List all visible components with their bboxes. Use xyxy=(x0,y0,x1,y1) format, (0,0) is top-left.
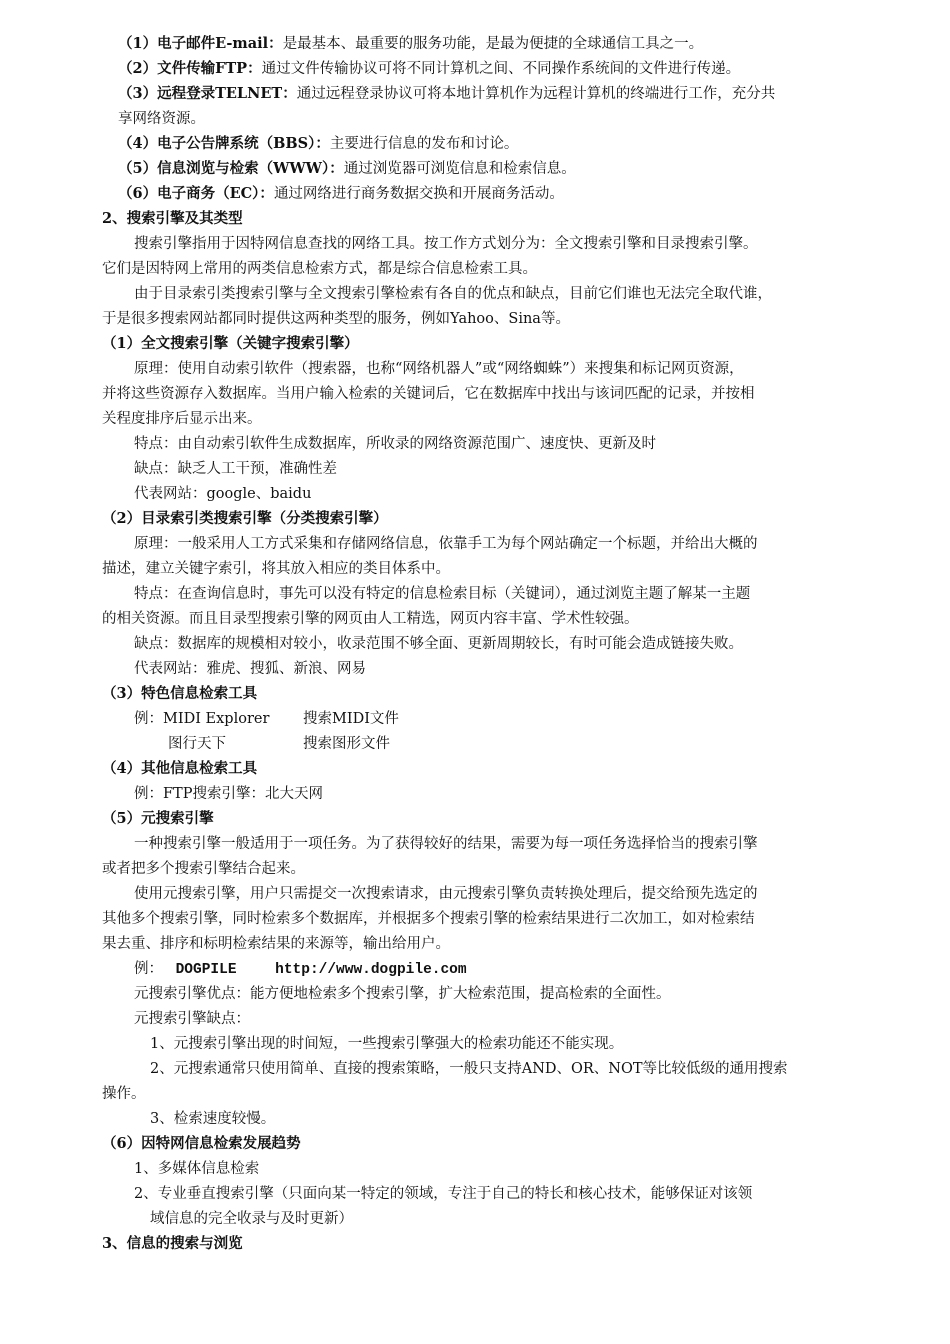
s6-title: （6）因特网信息检索发展趋势 xyxy=(102,1135,301,1152)
s3-example-2-name: 图行天下 xyxy=(168,736,226,752)
intro1-line1: 搜索引擎指用于因特网信息查找的网络工具。按工作方式划分为：全文搜索引擎和目录搜索引擎。 xyxy=(134,236,758,252)
s5-p2-2: 其他多个搜索引擎，同时检索多个数据库，并根据多个搜索引擎的检索结果进行二次加工，如对检索结 xyxy=(102,911,755,927)
s6-item-2-cont: 域信息的完全收录与及时更新） xyxy=(150,1211,353,1227)
intro1-line2: 它们是因特网上常用的两类信息检索方式，都是综合信息检索工具。 xyxy=(102,261,537,277)
s1-principle-3: 关程度排序后显示出来。 xyxy=(102,411,262,427)
s1-feature: 特点：由自动索引软件生成数据库，所收录的网络资源范围广、速度快、更新及时 xyxy=(134,436,656,452)
s3-example-2-desc: 搜索图形文件 xyxy=(303,736,390,752)
s1-principle-1: 原理：使用自动索引软件（搜索器，也称“网络机器人”或“网络蜘蛛”）来搜集和标记网页资源， xyxy=(134,361,744,377)
service-ftp: （2）文件传输FTP：通过文件传输协议可将不同计算机之间、不同操作系统间的文件进行传递。 xyxy=(118,60,741,77)
section3-title: 3、信息的搜索与浏览 xyxy=(102,1235,243,1252)
s1-principle-2: 并将这些资源存入数据库。当用户输入检索的关键词后，它在数据库中找出与该词匹配的记录，并按相 xyxy=(102,386,755,402)
s2-principle-1: 原理：一般采用人工方式采集和存储网络信息，依靠手工为每个网站确定一个标题，并给出大概的 xyxy=(134,536,758,552)
s5-example-url: http://www.dogpile.com xyxy=(275,962,467,978)
s5-p2-3: 果去重、排序和标明检索结果的来源等，输出给用户。 xyxy=(102,936,450,952)
s1-drawback: 缺点：缺乏人工干预，准确性差 xyxy=(134,461,337,477)
service-bbs: （4）电子公告牌系统（BBS）：主要进行信息的发布和讨论。 xyxy=(118,135,519,152)
s5-example xyxy=(134,959,467,980)
s3-example-1-name: 例：MIDI Explorer xyxy=(134,711,270,727)
s2-sites: 代表网站：雅虎、搜狐、新浪、网易 xyxy=(134,661,366,677)
s4-example: 例：FTP搜索引擎：北大天网 xyxy=(134,786,323,802)
s2-feature-2: 的相关资源。而且目录型搜索引擎的网页由人工精选，网页内容丰富、学术性较强。 xyxy=(102,611,639,627)
s5-p1-2: 或者把多个搜索引擎结合起来。 xyxy=(102,861,305,877)
s2-drawback: 缺点：数据库的规模相对较小，收录范围不够全面、更新周期较长，有时可能会造成链接失败。 xyxy=(134,636,743,652)
s5-cons-title: 元搜索引擎缺点： xyxy=(134,1011,250,1027)
service-telnet: （3）远程登录TELNET：通过远程登录协议可将本地计算机作为远程计算机的终端进行工作，充分共 xyxy=(118,85,776,102)
s1-sites: 代表网站：google、baidu xyxy=(134,486,312,502)
s3-title: （3）特色信息检索工具 xyxy=(102,685,258,702)
s5-example-name: DOGPILE xyxy=(175,962,237,978)
s5-title: （5）元搜索引擎 xyxy=(102,810,214,827)
s2-feature-1: 特点：在查询信息时，事先可以没有特定的信息检索目标（关键词），通过浏览主题了解某一主题 xyxy=(134,586,751,602)
service-ec: （6）电子商务（EC）：通过网络进行商务数据交换和开展商务活动。 xyxy=(118,185,564,202)
s5-cons-2-cont: 操作。 xyxy=(102,1086,146,1102)
section2-title: 2、搜索引擎及其类型 xyxy=(102,210,243,227)
s1-title: （1）全文搜索引擎（关键字搜索引擎） xyxy=(102,335,359,352)
s5-p2-1: 使用元搜索引擎，用户只需提交一次搜索请求，由元搜索引擎负责转换处理后，提交给预先选定的 xyxy=(134,886,758,902)
s5-example-label: 例： xyxy=(134,961,163,977)
s5-cons-1: 1、元搜索引擎出现的时间短，一些搜索引擎强大的检索功能还不能实现。 xyxy=(150,1036,624,1052)
service-email: （1）电子邮件E-mail：是最基本、最重要的服务功能，是最为便捷的全球通信工具之一。 xyxy=(118,35,704,52)
s5-cons-2: 2、元搜索通常只使用简单、直接的搜索策略，一般只支持AND、OR、NOT等比较低级的通用搜索 xyxy=(150,1061,788,1077)
s3-example-1-desc: 搜索MIDI文件 xyxy=(303,711,399,727)
s5-p1-1: 一种搜索引擎一般适用于一项任务。为了获得较好的结果，需要为每一项任务选择恰当的搜索引擎 xyxy=(134,836,758,852)
s6-item-1: 1、多媒体信息检索 xyxy=(134,1161,260,1177)
s4-title: （4）其他信息检索工具 xyxy=(102,760,258,777)
s2-principle-2: 描述，建立关键字索引，将其放入相应的类目体系中。 xyxy=(102,561,450,577)
intro2-line2: 于是很多搜索网站都同时提供这两种类型的服务，例如Yahoo、Sina等。 xyxy=(102,311,570,327)
intro2-line1: 由于目录索引类搜索引擎与全文搜索引擎检索有各自的优点和缺点，目前它们谁也无法完全取代谁， xyxy=(134,286,772,302)
s6-item-2: 2、专业垂直搜索引擎（只面向某一特定的领域，专注于自己的特长和核心技术，能够保证对该领 xyxy=(134,1186,753,1202)
service-telnet-cont: 享网络资源。 xyxy=(118,111,205,127)
service-www: （5）信息浏览与检索（WWW）：通过浏览器可浏览信息和检索信息。 xyxy=(118,160,576,177)
s2-title: （2）目录索引类搜索引擎（分类搜索引擎） xyxy=(102,510,388,527)
s5-cons-3: 3、检索速度较慢。 xyxy=(150,1111,276,1127)
s5-pros: 元搜索引擎优点：能方便地检索多个搜索引擎，扩大检索范围，提高检索的全面性。 xyxy=(134,986,671,1002)
